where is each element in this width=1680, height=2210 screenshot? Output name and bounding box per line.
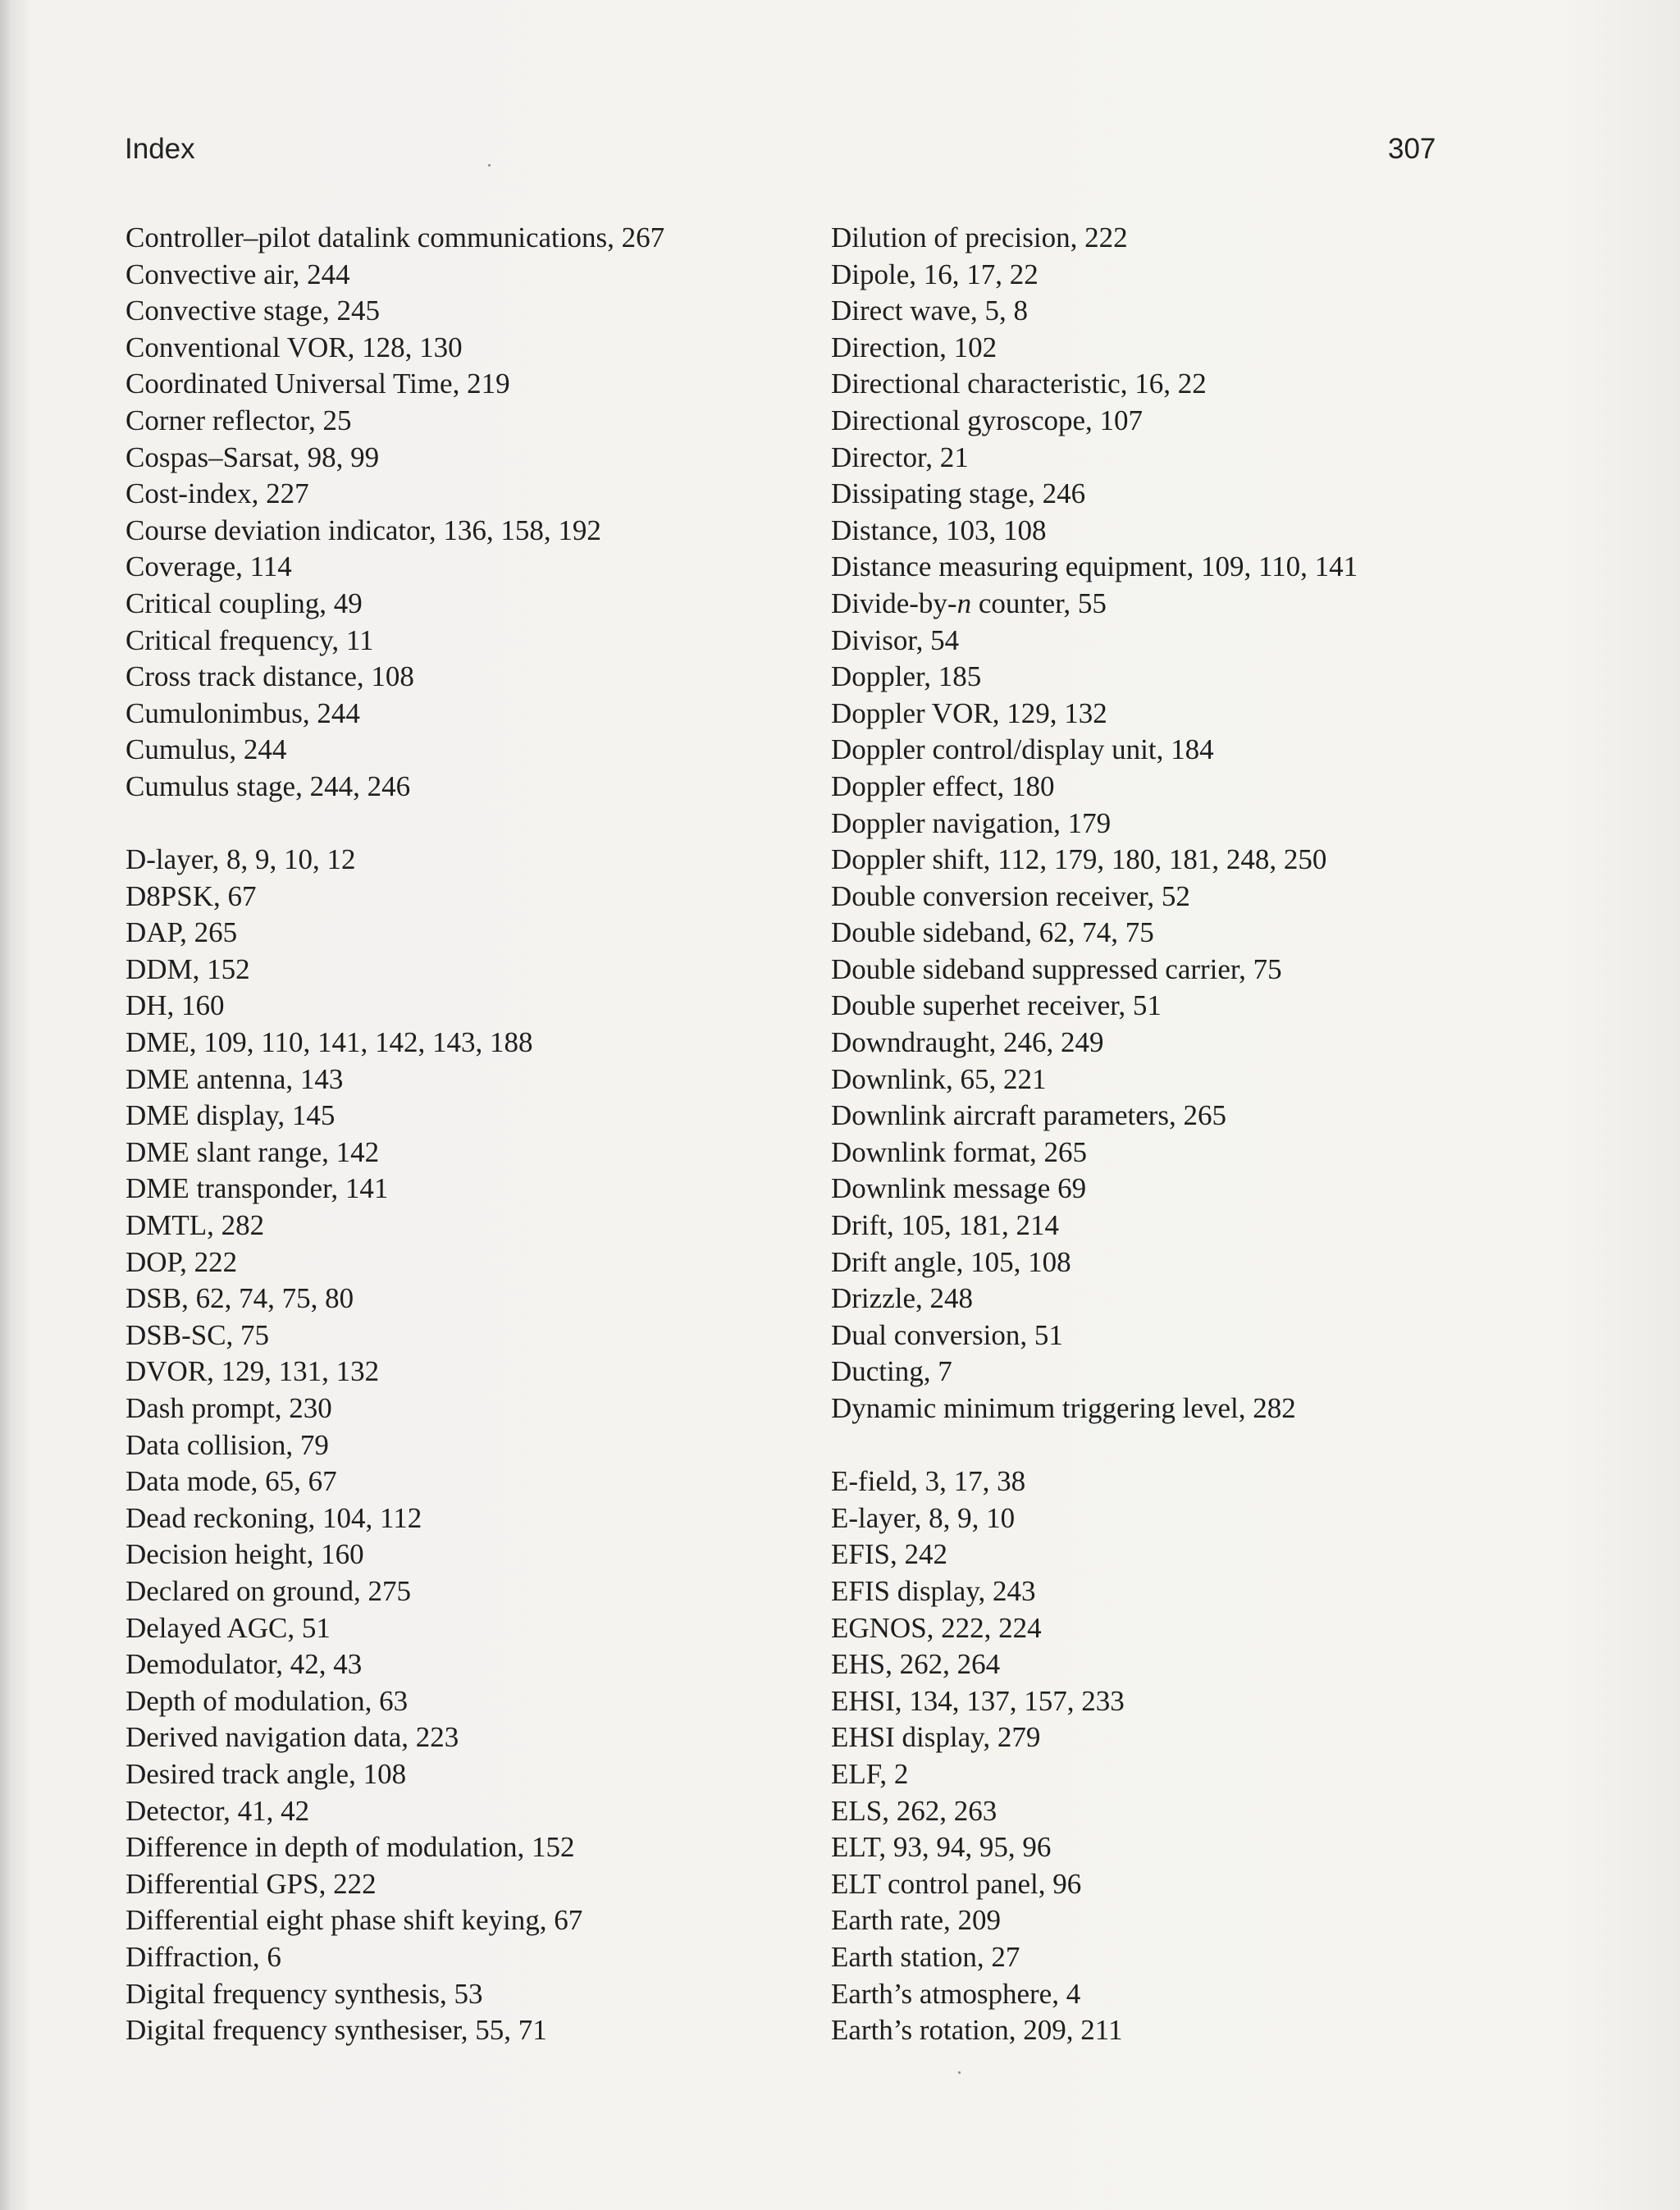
index-entry xyxy=(126,1354,664,1390)
index-letter-gap xyxy=(126,806,664,842)
running-head-section: Index xyxy=(125,133,195,165)
index-entry xyxy=(831,842,1358,879)
index-entry-text: Dynamic minimum triggering level, 282 xyxy=(831,1392,1296,1424)
index-entry-text: Earth’s rotation, 209, 211 xyxy=(831,2014,1123,2047)
index-entry xyxy=(126,1281,664,1317)
index-entry-text: Ducting, 7 xyxy=(831,1355,952,1388)
index-entry xyxy=(831,1683,1358,1720)
index-entry-text: Cospas–Sarsat, 98, 99 xyxy=(126,441,380,473)
index-entry-text: Director, 21 xyxy=(831,441,969,473)
index-entry xyxy=(831,1208,1358,1244)
index-entry xyxy=(831,1573,1358,1610)
index-entry-text: Double superhet receiver, 51 xyxy=(831,989,1162,1022)
index-entry xyxy=(831,1610,1358,1647)
index-entry xyxy=(831,330,1358,367)
index-entry-text: Cost-index, 227 xyxy=(126,477,309,510)
index-entry-text: Drizzle, 248 xyxy=(831,1282,973,1315)
index-entry xyxy=(831,952,1358,989)
index-entry xyxy=(831,1025,1358,1062)
index-entry-text: Doppler navigation, 179 xyxy=(831,806,1112,839)
index-entry xyxy=(126,1829,664,1866)
index-entry-text: Drift, 105, 181, 214 xyxy=(831,1209,1060,1242)
index-entry-text: DVOR, 129, 131, 132 xyxy=(126,1355,380,1388)
index-entry xyxy=(831,696,1358,733)
index-entry xyxy=(126,330,664,367)
index-entry-text: ELT, 93, 94, 95, 96 xyxy=(831,1831,1052,1864)
index-entry-text: DDM, 152 xyxy=(126,952,250,985)
index-entry-text: EFIS display, 243 xyxy=(831,1574,1036,1607)
index-entry xyxy=(831,1902,1358,1939)
index-entry-text: Coverage, 114 xyxy=(126,550,292,583)
index-entry xyxy=(831,732,1358,769)
index-entry xyxy=(126,2012,664,2049)
index-entry-text: Cross track distance, 108 xyxy=(126,660,414,693)
index-entry-text: Critical coupling, 49 xyxy=(126,587,363,619)
index-entry-text: Distance measuring equipment, 109, 110, 141 xyxy=(831,550,1358,583)
index-entry-text: Differential GPS, 222 xyxy=(126,1867,377,1900)
index-entry xyxy=(831,988,1358,1025)
index-entry-text: Doppler control/display unit, 184 xyxy=(831,733,1214,766)
index-entry-text: Dual conversion, 51 xyxy=(831,1318,1063,1351)
index-entry xyxy=(126,1646,664,1683)
index-entry-text: EHSI, 134, 137, 157, 233 xyxy=(831,1684,1125,1717)
print-speck xyxy=(958,2071,961,2074)
index-entry xyxy=(126,1317,664,1354)
index-entry-text: Downlink, 65, 221 xyxy=(831,1062,1047,1095)
index-entry-text: Desired track angle, 108 xyxy=(126,1757,407,1790)
index-entry xyxy=(831,403,1358,440)
index-entry-text: Delayed AGC, 51 xyxy=(126,1611,331,1644)
index-entry xyxy=(831,257,1358,294)
index-entry xyxy=(126,1244,664,1281)
index-entry xyxy=(126,659,664,696)
index-entry xyxy=(831,1719,1358,1756)
index-entry xyxy=(126,1719,664,1756)
index-entry xyxy=(831,1793,1358,1830)
index-entry xyxy=(831,1135,1358,1171)
index-entry-text: Differential eight phase shift keying, 67 xyxy=(126,1904,583,1937)
index-entry-text: Dipole, 16, 17, 22 xyxy=(831,258,1039,290)
index-entry-text: Dead reckoning, 104, 112 xyxy=(126,1501,422,1534)
index-entry-text: Detector, 41, 42 xyxy=(126,1794,310,1827)
index-entry-text: Divisor, 54 xyxy=(831,623,960,656)
index-entry-text: Depth of modulation, 63 xyxy=(126,1684,409,1717)
index-entry-text: Critical frequency, 11 xyxy=(126,623,374,656)
index-entry xyxy=(126,1939,664,1976)
index-entry xyxy=(126,440,664,477)
index-entry xyxy=(831,1536,1358,1573)
index-entry-text: Derived navigation data, 223 xyxy=(126,1721,459,1754)
index-entry xyxy=(831,1646,1358,1683)
index-entry-text: Doppler effect, 180 xyxy=(831,769,1055,802)
index-entry xyxy=(126,1756,664,1793)
index-entry-text: DME display, 145 xyxy=(126,1099,336,1132)
index-entry-text: Corner reflector, 25 xyxy=(126,404,352,436)
index-entry xyxy=(831,769,1358,806)
index-entry xyxy=(831,1829,1358,1866)
index-entry xyxy=(831,1281,1358,1317)
index-column-left xyxy=(126,220,664,2049)
index-entry-text: counter, 55 xyxy=(971,587,1107,619)
index-entry xyxy=(126,1171,664,1208)
index-entry-text: Doppler, 185 xyxy=(831,660,982,693)
index-entry xyxy=(831,659,1358,696)
index-entry xyxy=(126,952,664,989)
index-entry xyxy=(126,1390,664,1427)
index-entry-text: Downdraught, 246, 249 xyxy=(831,1026,1104,1059)
index-entry-text: Data mode, 65, 67 xyxy=(126,1465,337,1498)
index-entry-text: EFIS, 242 xyxy=(831,1538,947,1571)
index-entry xyxy=(126,842,664,879)
index-entry xyxy=(126,220,664,257)
index-entry xyxy=(831,1866,1358,1903)
index-entry xyxy=(126,293,664,330)
index-entry-text: Directional characteristic, 16, 22 xyxy=(831,368,1207,400)
index-entry xyxy=(831,1317,1358,1354)
index-entry-text: D8PSK, 67 xyxy=(126,879,257,912)
index-entry-text: Declared on ground, 275 xyxy=(126,1574,411,1607)
index-entry-text: DSB-SC, 75 xyxy=(126,1318,270,1351)
index-entry xyxy=(831,1390,1358,1427)
index-entry xyxy=(126,1793,664,1830)
index-entry xyxy=(831,220,1358,257)
index-entry-text: Direct wave, 5, 8 xyxy=(831,295,1029,327)
index-entry xyxy=(831,623,1358,660)
index-entry-text: Directional gyroscope, 107 xyxy=(831,404,1144,436)
index-entry xyxy=(126,549,664,586)
index-entry xyxy=(831,1062,1358,1098)
index-entry xyxy=(831,915,1358,952)
index-letter-gap xyxy=(831,1427,1358,1464)
index-entry-text: Coordinated Universal Time, 219 xyxy=(126,368,510,400)
index-entry-text: ELF, 2 xyxy=(831,1757,909,1790)
index-entry xyxy=(831,1354,1358,1390)
index-entry-text: Downlink aircraft parameters, 265 xyxy=(831,1099,1227,1132)
index-entry-text: EHS, 262, 264 xyxy=(831,1648,1001,1681)
index-entry-text: Cumulonimbus, 244 xyxy=(126,696,360,729)
index-entry-text: Divide-by- xyxy=(831,587,957,619)
index-entry-text: EGNOS, 222, 224 xyxy=(831,1611,1042,1644)
index-entry xyxy=(831,1939,1358,1976)
index-entry xyxy=(126,476,664,513)
index-entry-text: D-layer, 8, 9, 10, 12 xyxy=(126,843,356,876)
index-entry-text: DME slant range, 142 xyxy=(126,1135,380,1168)
index-entry-text: ELS, 262, 263 xyxy=(831,1794,998,1827)
index-entry-text: Controller–pilot datalink communications, 267 xyxy=(126,221,665,253)
index-entry xyxy=(831,1500,1358,1537)
index-entry-text: Convective air, 244 xyxy=(126,258,350,290)
index-entry xyxy=(126,513,664,550)
index-entry-text: DH, 160 xyxy=(126,989,225,1022)
index-entry xyxy=(126,1135,664,1171)
index-entry-text: Diffraction, 6 xyxy=(126,1940,281,1973)
index-entry xyxy=(126,1976,664,2013)
index-entry-italic: n xyxy=(956,587,972,619)
index-entry-text: Digital frequency synthesis, 53 xyxy=(126,1977,483,2010)
index-entry-text: Conventional VOR, 128, 130 xyxy=(126,331,463,363)
index-entry xyxy=(831,586,1358,623)
index-entry xyxy=(831,1244,1358,1281)
index-entry xyxy=(831,879,1358,916)
index-entry-text: DSB, 62, 74, 75, 80 xyxy=(126,1282,354,1315)
index-entry xyxy=(126,1573,664,1610)
index-entry-text: DME, 109, 110, 141, 142, 143, 188 xyxy=(126,1026,533,1059)
index-entry xyxy=(126,1062,664,1098)
index-entry-text: EHSI display, 279 xyxy=(831,1721,1041,1754)
index-entry xyxy=(126,915,664,952)
index-entry-text: Earth’s atmosphere, 4 xyxy=(831,1977,1081,2010)
index-entry-text: Drift angle, 105, 108 xyxy=(831,1245,1071,1278)
index-entry-text: Digital frequency synthesiser, 55, 71 xyxy=(126,2014,547,2047)
index-entry-text: Data collision, 79 xyxy=(126,1428,329,1461)
index-entry-text: Direction, 102 xyxy=(831,331,998,363)
index-entry xyxy=(831,1171,1358,1208)
print-speck xyxy=(488,164,491,167)
index-entry-text: Double sideband, 62, 74, 75 xyxy=(831,916,1154,949)
index-entry-text: E-field, 3, 17, 38 xyxy=(831,1465,1026,1498)
index-entry xyxy=(126,1463,664,1500)
index-entry-text: Distance, 103, 108 xyxy=(831,514,1047,546)
index-entry xyxy=(126,1208,664,1244)
index-entry-text: Cumulus, 244 xyxy=(126,733,287,766)
index-entry xyxy=(126,403,664,440)
index-entry xyxy=(831,1976,1358,2013)
index-entry xyxy=(126,1683,664,1720)
index-entry xyxy=(126,988,664,1025)
index-entry-text: Earth rate, 209 xyxy=(831,1904,1001,1937)
index-entry-text: Cumulus stage, 244, 246 xyxy=(126,769,411,802)
index-entry xyxy=(126,1025,664,1062)
index-entry xyxy=(831,366,1358,403)
index-entry xyxy=(831,293,1358,330)
index-entry-text: Doppler shift, 112, 179, 180, 181, 248, 250 xyxy=(831,843,1327,876)
index-entry-text: Downlink format, 265 xyxy=(831,1135,1088,1168)
index-entry-text: Convective stage, 245 xyxy=(126,295,381,327)
index-entry-text: Dash prompt, 230 xyxy=(126,1392,332,1424)
index-entry xyxy=(126,1536,664,1573)
index-entry xyxy=(126,257,664,294)
index-entry-text: Doppler VOR, 129, 132 xyxy=(831,696,1107,729)
index-entry xyxy=(126,1500,664,1537)
index-entry xyxy=(831,806,1358,842)
index-entry xyxy=(126,769,664,806)
index-entry xyxy=(126,696,664,733)
index-entry-text: Double conversion receiver, 52 xyxy=(831,879,1190,912)
index-entry xyxy=(831,1756,1358,1793)
index-entry-text: Dissipating stage, 246 xyxy=(831,477,1086,510)
index-entry-text: E-layer, 8, 9, 10 xyxy=(831,1501,1016,1534)
index-entry xyxy=(831,513,1358,550)
index-entry-text: Course deviation indicator, 136, 158, 192 xyxy=(126,514,601,546)
index-entry-text: Earth station, 27 xyxy=(831,1940,1020,1973)
index-entry xyxy=(126,1610,664,1647)
index-entry-text: DMTL, 282 xyxy=(126,1209,265,1242)
index-entry xyxy=(126,732,664,769)
index-entry xyxy=(126,879,664,916)
index-entry xyxy=(126,623,664,660)
index-entry xyxy=(831,476,1358,513)
index-entry xyxy=(126,586,664,623)
index-entry-text: DME antenna, 143 xyxy=(126,1062,344,1095)
index-entry-text: Downlink message 69 xyxy=(831,1172,1087,1205)
index-entry xyxy=(831,440,1358,477)
index-entry xyxy=(126,1427,664,1464)
index-entry xyxy=(126,1866,664,1903)
index-entry-text: Dilution of precision, 222 xyxy=(831,221,1128,253)
index-entry-text: Double sideband suppressed carrier, 75 xyxy=(831,952,1282,985)
index-entry-text: ELT control panel, 96 xyxy=(831,1867,1082,1900)
index-entry xyxy=(831,2012,1358,2049)
index-entry-text: DOP, 222 xyxy=(126,1245,238,1278)
index-entry-text: Difference in depth of modulation, 152 xyxy=(126,1831,575,1864)
index-entry-text: Demodulator, 42, 43 xyxy=(126,1648,363,1681)
index-entry-text: Decision height, 160 xyxy=(126,1538,364,1571)
index-entry-text: DAP, 265 xyxy=(126,916,238,949)
index-entry xyxy=(126,1098,664,1135)
index-entry xyxy=(831,1463,1358,1500)
index-column-right xyxy=(831,220,1358,2049)
index-entry xyxy=(126,366,664,403)
page-number: 307 xyxy=(1388,133,1436,165)
index-entry xyxy=(831,549,1358,586)
index-entry xyxy=(126,1902,664,1939)
index-entry xyxy=(831,1098,1358,1135)
index-entry-text: DME transponder, 141 xyxy=(126,1172,389,1205)
